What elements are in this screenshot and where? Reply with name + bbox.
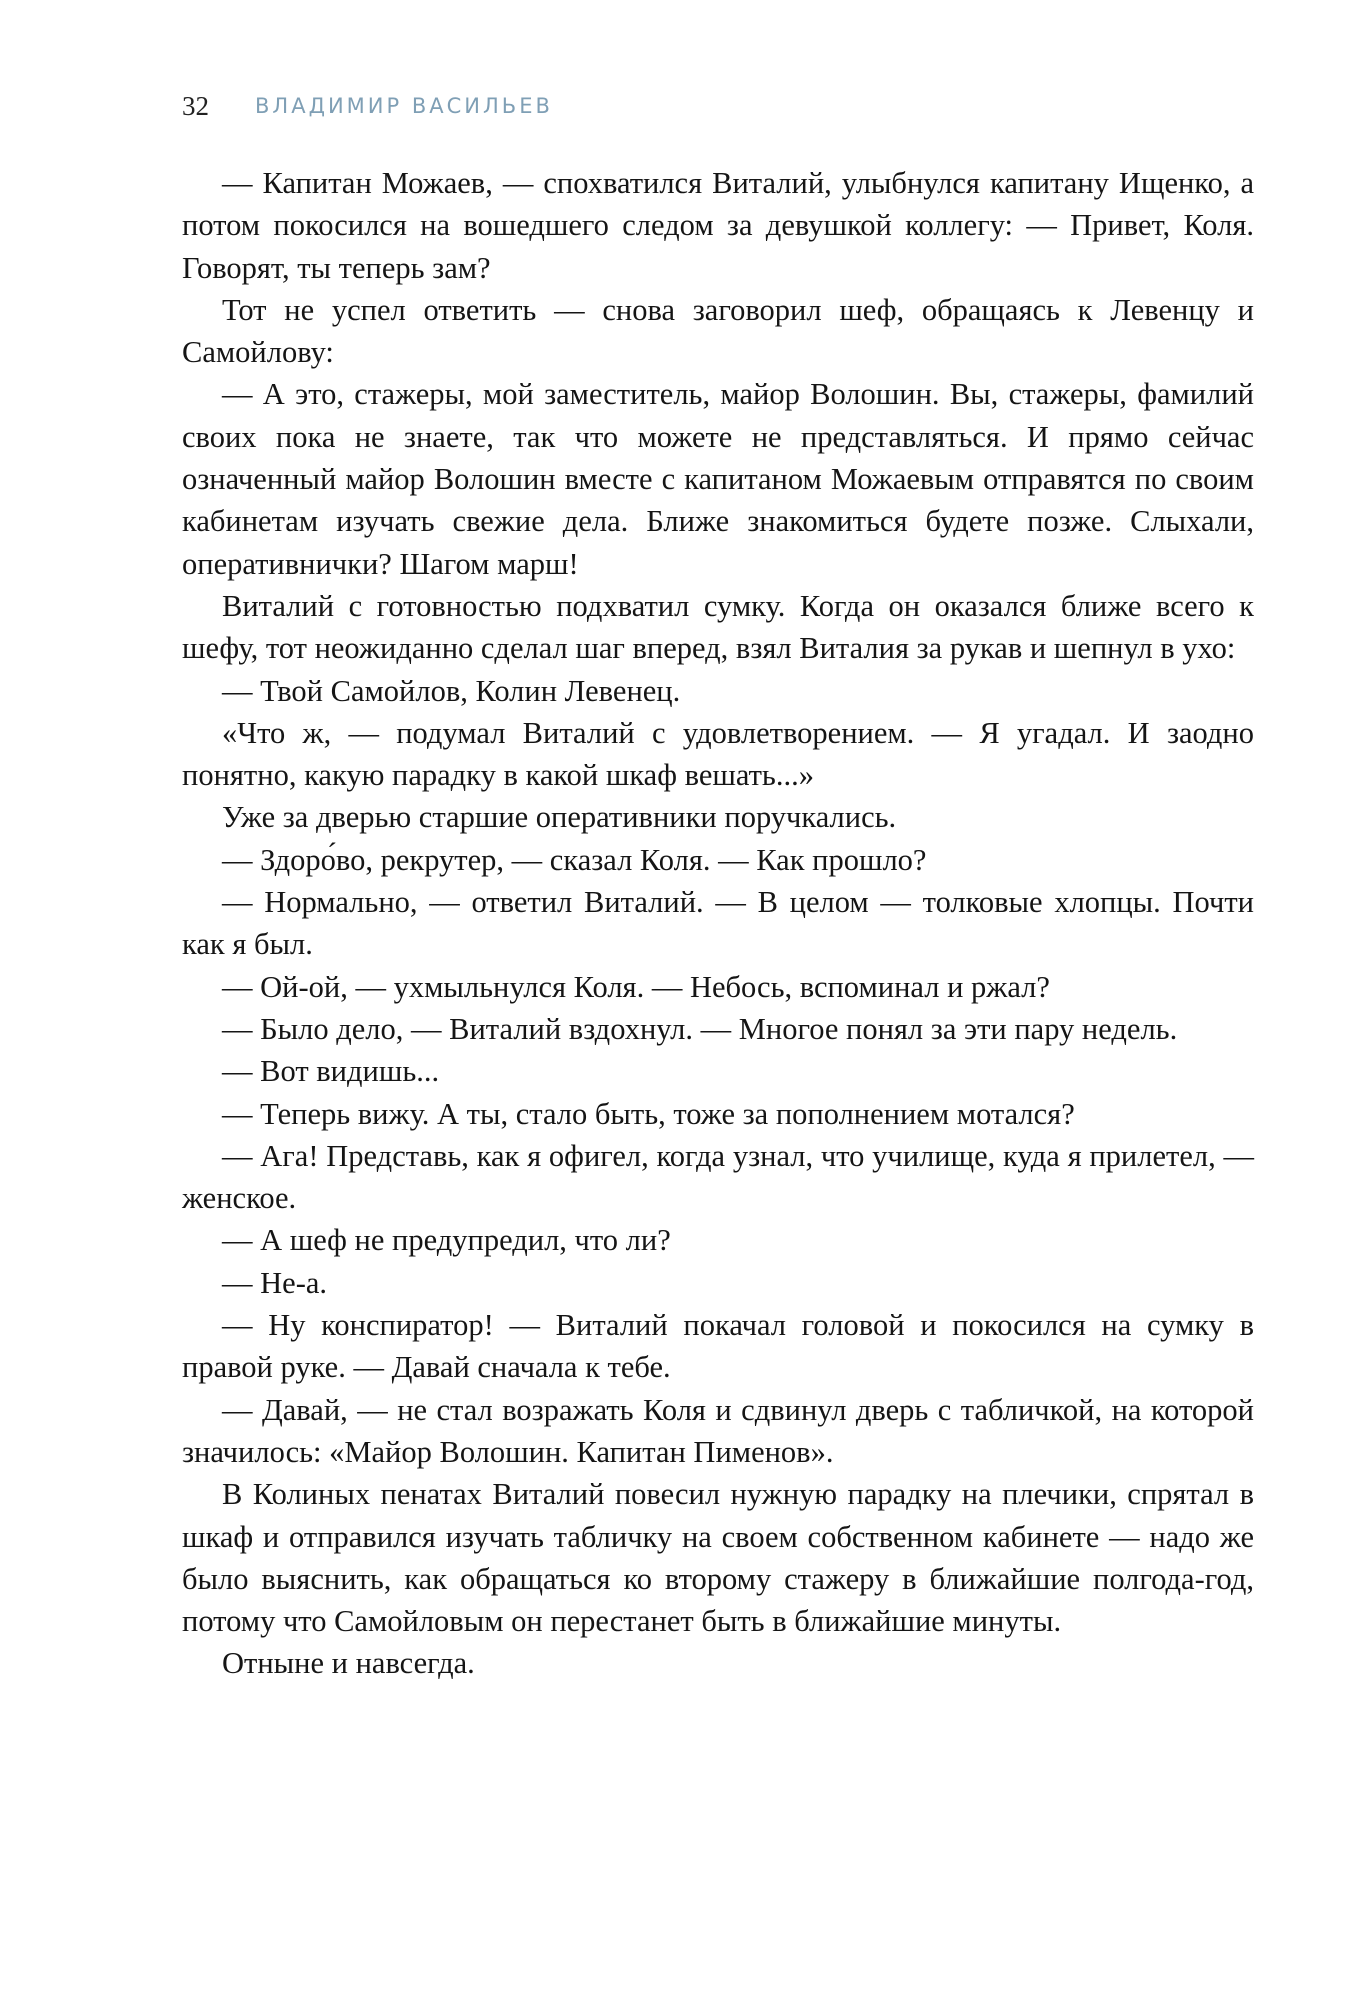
paragraph: — Ага! Представь, как я офигел, когда узнал, что училище, куда я прилетел, — женское.	[182, 1138, 1254, 1216]
paragraph: Отныне и навсегда.	[222, 1646, 475, 1681]
paragraph: «Что ж, — подумал Виталий с удовлетворением. — Я угадал. И заодно понятно, какую парадку в какой шкаф вешать...»	[182, 715, 1254, 793]
paragraph: — Давай, — не стал возражать Коля и сдвинул дверь с табличкой, на которой значилось: «Майор Волошин. Капитан Пименов».	[182, 1392, 1254, 1469]
paragraph: Уже за дверью старшие оперативники поручкались.	[222, 800, 897, 835]
paragraph: — Капитан Можаев, — спохватился Виталий, улыбнулся капитану Ищенко, а потом покосился на вошедшего следом за девушкой коллегу: — Привет, Коля. Говорят, ты теперь зам?	[182, 166, 1254, 285]
body-text	[182, 162, 1254, 1685]
running-head	[182, 86, 553, 126]
paragraph: — А это, стажеры, мой заместитель, майор Волошин. Вы, стажеры, фамилий своих пока не знаете, так что можете не представляться. И прямо сейчас означенный майор Волошин вместе с капитаном Можаевым отправятся по своим кабинетам изучать свежие дела. Ближе знакомиться будете позже. Слыхали, оперативнички? Шагом марш!	[182, 377, 1254, 581]
paragraph: — Не-а.	[222, 1265, 328, 1300]
paragraph: — Ну конспиратор! — Виталий покачал головой и покосился на сумку в правой руке. — Давай сначала к тебе.	[182, 1308, 1254, 1385]
paragraph: Виталий с готовностью подхватил сумку. Когда он оказался ближе всего к шефу, тот неожиданно сделал шаг вперед, взял Виталия за рукав и шепнул в ухо:	[182, 588, 1254, 666]
page-number: 32	[182, 90, 209, 121]
paragraph: — Твой Самойлов, Колин Левенец.	[222, 673, 681, 708]
paragraph: — Нормально, — ответил Виталий. — В целом — толковые хлопцы. Почти как я был.	[182, 885, 1254, 962]
paragraph: — Ой-ой, — ухмыльнулся Коля. — Небось, вспоминал и ржал?	[222, 969, 1050, 1004]
book-author: ВЛАДИМИР ВАСИЛЬЕВ	[255, 94, 553, 118]
paragraph: — Здоро́во, рекрутер, — сказал Коля. — Как прошло?	[222, 842, 927, 877]
paragraph: — Теперь вижу. А ты, стало быть, тоже за пополнением мотался?	[222, 1096, 1075, 1131]
paragraph: — Было дело, — Виталий вздохнул. — Многое понял за эти пару недель.	[222, 1011, 1178, 1046]
paragraph: — Вот видишь...	[222, 1054, 440, 1089]
paragraph: Тот не успел ответить — снова заговорил шеф, обращаясь к Левенцу и Самойлову:	[182, 292, 1254, 370]
paragraph: В Колиных пенатах Виталий повесил нужную парадку на плечики, спрятал в шкаф и отправился изучать табличку на своем собственном кабинете — надо же было выяснить, как обращаться ко второму стажеру в ближайшие полгода-год, потому что Самойловым он перестанет быть в ближайшие минуты.	[182, 1477, 1254, 1639]
paragraph: — А шеф не предупредил, что ли?	[222, 1223, 671, 1258]
